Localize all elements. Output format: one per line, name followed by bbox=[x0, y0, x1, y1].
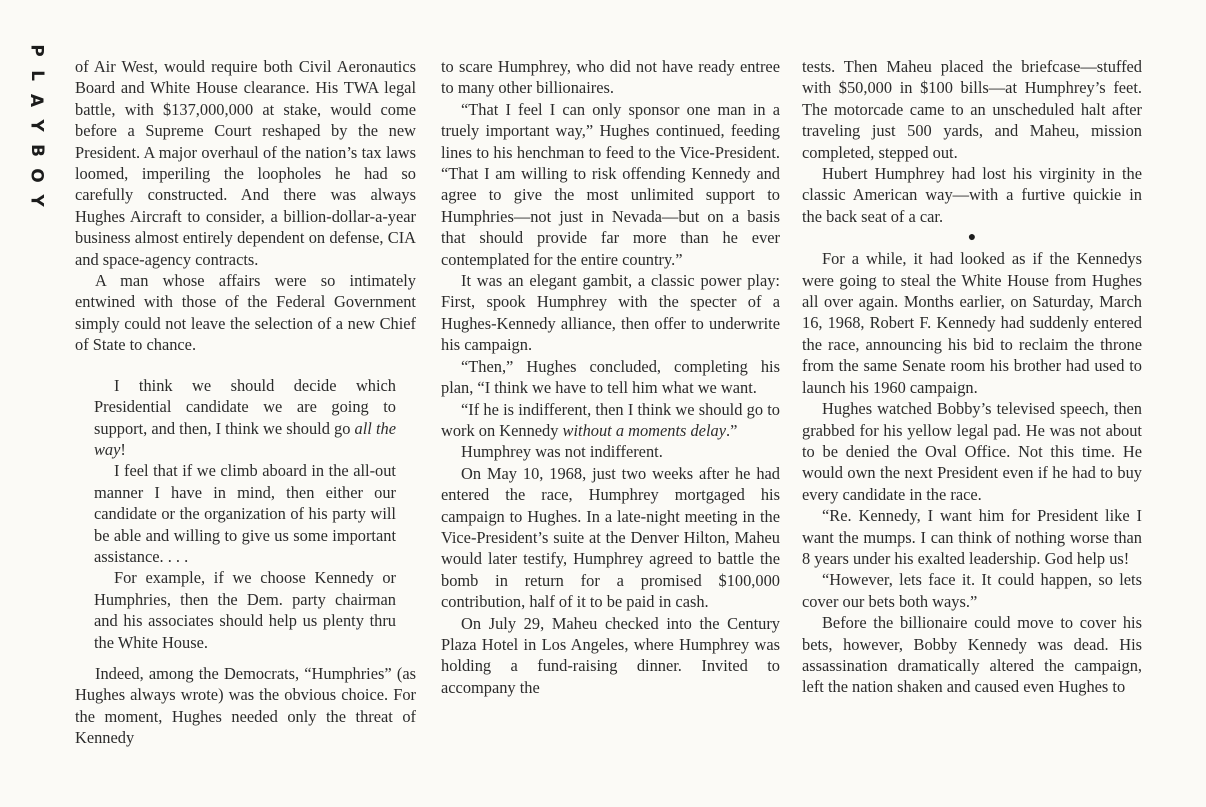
paragraph: of Air West, would require both Civil Aeronautics Board and White House clearance. His TWA legal battle, with $137,000,000 at stake, would come before a Supreme Court reshaped by the new President. A major overhaul of the nation’s tax laws loomed, imperiling the loopholes he had so carefully constructed. And there was always Hughes Aircraft to consider, a billion-dollar-a-year business almost entirely dependent on defense, CIA and space-agency contracts. bbox=[75, 57, 416, 269]
masthead-letter: Y bbox=[26, 119, 47, 132]
masthead-letter: B bbox=[26, 144, 47, 157]
masthead-letter: O bbox=[26, 168, 47, 183]
paragraph-emphasis: without a moments delay bbox=[562, 420, 726, 440]
masthead-letter: L bbox=[26, 70, 47, 81]
quote-emphasis: all the way bbox=[94, 418, 396, 459]
paragraph bbox=[441, 399, 780, 442]
quote-paragraph: I feel that if we climb aboard in the all-out manner I have in mind, then either our candidate or the organization of his party will be able and willing to give us some important assistance. . . . bbox=[94, 461, 396, 566]
paragraph: It was an elegant gambit, a classic power play: First, spook Humphrey with the specter of a Hughes-Kennedy alliance, then offer to underwrite his campaign. bbox=[441, 271, 780, 355]
paragraph: to scare Humphrey, who did not have ready entree to many other billionaires. bbox=[441, 57, 780, 98]
block-quote bbox=[94, 375, 396, 653]
section-break-bullet: ● bbox=[967, 230, 977, 246]
column-3 bbox=[802, 56, 1142, 698]
column-2 bbox=[441, 56, 780, 698]
paragraph: “However, lets face it. It could happen, so lets cover our bets both ways.” bbox=[802, 570, 1142, 611]
quote-paragraph bbox=[94, 375, 396, 461]
paragraph: On July 29, Maheu checked into the Century Plaza Hotel in Los Angeles, where Humphrey was holding a fund-raising dinner. Invited to accompany the bbox=[441, 613, 780, 697]
paragraph-text-end: .” bbox=[725, 420, 738, 440]
masthead-letter: P bbox=[26, 44, 47, 57]
paragraph: “Re. Kennedy, I want him for President like I want the mumps. I can think of nothing worse than 8 years under his exalted leadership. God help us! bbox=[802, 506, 1142, 568]
paragraph: On May 10, 1968, just two weeks after he had entered the race, Humphrey mortgaged his campaign to Hughes. In a late-night meeting in the Vice-President’s suite at the Denver Hilton, Maheu would later testify, Humphrey agreed to battle the bomb in return for a promised $100,000 contribution, half of it to be paid in cash. bbox=[441, 463, 780, 612]
paragraph-text: “If he is indifferent, then I think we should go to work on Kennedy bbox=[441, 399, 780, 440]
masthead-letter: Y bbox=[26, 194, 47, 207]
paragraph: Indeed, among the Democrats, “Humphries” (as Hughes always wrote) was the obvious choice. For the moment, Hughes needed only the threat of Kennedy bbox=[75, 663, 416, 748]
paragraph: Humphrey was not indifferent. bbox=[461, 442, 663, 462]
playboy-masthead bbox=[24, 40, 47, 211]
quote-text-end: ! bbox=[120, 439, 126, 459]
paragraph: “That I feel I can only sponsor one man in a truely important way,” Hughes continued, feeding lines to his henchman to feed to the Vice-President. “That I am willing to risk offending Kennedy and agree to give the most unlimited support to Humphries—not just in Nevada—but on a basis that should provide far more than he ever contemplated for the entire country.” bbox=[441, 99, 780, 269]
paragraph: Before the billionaire could move to cover his bets, however, Bobby Kennedy was dead. His assassination dramatically altered the campaign, left the nation shaken and caused even Hughes to bbox=[802, 613, 1142, 697]
paragraph: A man whose affairs were so intimately entwined with those of the Federal Government simply could not leave the selection of a new Chief of State to chance. bbox=[75, 271, 416, 355]
quote-paragraph: For example, if we choose Kennedy or Humphries, then the Dem. party chairman and his associates should help us plenty thru the White House. bbox=[94, 568, 396, 652]
paragraph: tests. Then Maheu placed the briefcase—stuffed with $50,000 in $100 bills—at Humphrey’s feet. The motorcade came to an unscheduled halt after traveling just 500 yards, and Maheu, mission completed, stepped out. bbox=[802, 57, 1142, 162]
paragraph: “Then,” Hughes concluded, completing his plan, “I think we have to tell him what we want. bbox=[441, 356, 780, 398]
quote-text: I think we should decide which Presidential candidate we are going to support, and then, I think we should go bbox=[94, 375, 396, 438]
paragraph: For a while, it had looked as if the Kennedys were going to steal the White House from Hughes all over again. Months earlier, on Saturday, March 16, 1968, Robert F. Kennedy had suddenly entered the race, announcing his bid to reclaim the throne from the same Senate room his brother had used to launch his 1960 campaign. bbox=[802, 249, 1142, 397]
paragraph: Hughes watched Bobby’s televised speech, then grabbed for his yellow legal pad. He was not about to be denied the Oval Office. Not this time. He would own the next President even if he had to buy every candidate in the race. bbox=[802, 399, 1142, 504]
column-1 bbox=[75, 56, 416, 749]
masthead-letter: A bbox=[26, 93, 47, 108]
paragraph: Hubert Humphrey had lost his virginity in the classic American way—with a furtive quickie in the back seat of a car. bbox=[802, 164, 1142, 226]
